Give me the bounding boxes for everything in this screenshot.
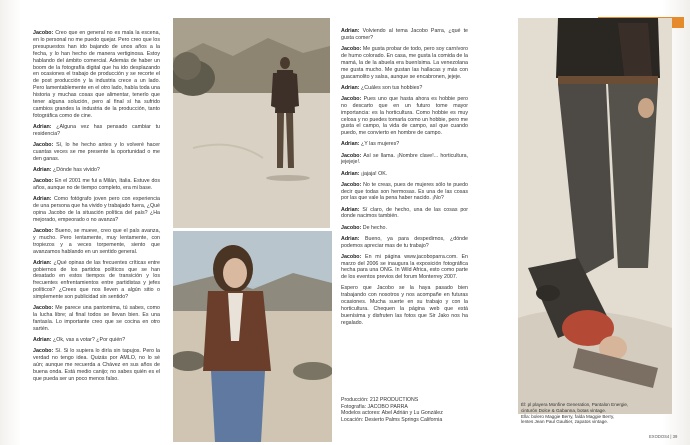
speaker-label: Adrian: xyxy=(341,206,360,213)
paragraph-text: ¿Dónde has vivido? xyxy=(53,166,100,173)
speaker-label: Adrian: xyxy=(341,84,360,91)
interview-paragraph xyxy=(341,207,468,221)
interview-paragraph xyxy=(341,85,468,92)
paragraph-text: Así se llama. ¡Nombre clave!... horticultura, jejejeje!. xyxy=(341,152,468,166)
paragraph-text: ¿Ok, vas a votar? ¿Por quién? xyxy=(53,337,126,344)
interview-column-left xyxy=(33,30,160,387)
speaker-label: Adrian: xyxy=(33,123,52,130)
speaker-label: Adrian: xyxy=(33,259,52,266)
caption-line-1: Él: pl playera Monfine Generation, Pantalon Energie, xyxy=(521,402,629,407)
speaker-label: Jacobo: xyxy=(341,224,362,231)
interview-paragraph xyxy=(341,28,468,42)
speaker-label: Adrian: xyxy=(341,28,360,34)
speaker-label: Jacobo: xyxy=(33,177,54,184)
paragraph-text: Pues uno que hasta ahora es hobbie pero no descarto que en un futuro tome mayor importancia: es la horticultura. Como hobbie es muy celosa y no puedes tomarla como un hobbie, pero me gusta el campo, la vida de campo, así que cuando puedo, me convierto en hombre de campo. xyxy=(341,95,468,137)
interview-paragraph xyxy=(341,254,468,282)
speaker-label: Jacobo: xyxy=(33,305,54,312)
interview-paragraph xyxy=(341,225,468,232)
credit-production: Producción: 212 PRODUCTIONS xyxy=(341,397,419,403)
photo-credits xyxy=(341,397,481,423)
paragraph-text: Volviendo al tema Jacobo Parra, ¿qué te gusta comer? xyxy=(341,28,468,41)
speaker-label: Jacobo: xyxy=(341,152,362,159)
paragraph-text: ¡jajaja! OK. xyxy=(361,170,388,177)
speaker-label: Adrian: xyxy=(33,195,52,202)
paragraph-text: De hecho. xyxy=(362,224,387,231)
speaker-label: Adrian: xyxy=(33,337,52,344)
speaker-label: Jacobo: xyxy=(33,227,54,234)
speaker-label: Adrian: xyxy=(341,235,360,242)
photo-couple-desert xyxy=(518,18,672,414)
interview-paragraph xyxy=(341,153,468,167)
paragraph-text: ¿Y las mujeres? xyxy=(361,141,400,148)
paragraph-text: ¿Cuáles son tus hobbies? xyxy=(361,84,423,91)
paragraph-text: ¿Qué opinas de las frecuentes críticas entre gobiernos de los partidos políticos que se han desatado en estos tiempos de transición y los frecuentes enfrentamientos entre partidistas y jefes políticos? ¿Crees que nos lleven a algún sitio o simplemente son publicidad sin sentido? xyxy=(33,259,160,301)
interview-paragraph xyxy=(33,124,160,138)
paragraph-text: En el 2001 me fui a Milán, Italia. Estuve dos años, aunque no de tiempo completo, era mi base. xyxy=(33,177,160,191)
photo-caption xyxy=(521,402,671,425)
interview-paragraph xyxy=(341,285,468,326)
interview-paragraph xyxy=(33,30,160,120)
credit-photography: Fotografía: JACOBO PARRA xyxy=(341,403,408,410)
paragraph-text: Bueno, se mueve, creo que el país avanza, y mucho. Pero lentamente, muy lentamente, con tropiezos y a veces torpemente, siento que avanzamos hablando en un sentido general. xyxy=(33,227,160,255)
interview-paragraph xyxy=(33,142,160,163)
interview-paragraph xyxy=(341,236,468,250)
paragraph-text: Bueno, ya para despedirnos, ¿dónde podemos apreciar mas de tu trabajo? xyxy=(341,235,468,249)
photo-woman-portrait xyxy=(173,231,332,442)
paragraph-text: Como fotógrafo joven pero con experiencia de una persona que ha vivido y trabajado fuera, ¿Qué opina Jacobo de la situación política del país? ¿Ha mejorado, empeorado o no avanza? xyxy=(33,195,160,223)
caption-line-3: Ella: bolero Maggie Berry, falda Maggie Berry, xyxy=(521,413,615,419)
speaker-label: Jacobo: xyxy=(33,30,54,36)
paragraph-text: ¿Alguna vez has pensado cambiar tu residencia? xyxy=(33,123,160,137)
interview-paragraph xyxy=(341,46,468,81)
speaker-label: Jacobo: xyxy=(341,46,362,52)
credit-location: Locación: Desierto Palms Springs California xyxy=(341,416,443,423)
interview-paragraph xyxy=(341,141,468,148)
paragraph-text: Sí claro, de hecho, una de las cosas por donde nacimos también. xyxy=(341,206,468,220)
speaker-label: Adrian: xyxy=(33,166,52,173)
interview-paragraph xyxy=(341,182,468,203)
speaker-label: Jacobo: xyxy=(341,181,362,188)
paragraph-text: Sí. Si lo supiera lo diría sin tapujos. Pero la verdad no tengo idea. Quizás por AMLO, no lo sé aún; aunque me recuerda a Chávez en sus años de buena onda. Está medio canijo; no sabes quién es el que pueda ser un poco menos falso. xyxy=(33,348,160,382)
paragraph-text: Espero que Jacobo se la haya pasado bien trabajando con nosotros y nos acompañe en futuras ocasiones. Mucha suerte en su trabajo y con la horticultura. Chequen la página web que está buenísima y disfruten las fotos que Sir Jako nos ha regalado. xyxy=(341,285,468,326)
page-number: EXODOS4 | 39 xyxy=(649,434,678,439)
photo-man-walking-desert xyxy=(173,18,330,228)
speaker-label: Jacobo: xyxy=(33,141,54,148)
caption-line-4: lentes Jean Paul Gaultier, zapatos vintage. xyxy=(521,419,609,425)
interview-paragraph xyxy=(341,171,468,178)
interview-paragraph xyxy=(341,96,468,137)
interview-column-right xyxy=(341,28,468,331)
speaker-label: Adrian: xyxy=(341,170,360,177)
interview-paragraph xyxy=(33,260,160,301)
photo-top-illustration xyxy=(173,18,330,228)
credit-models: Modelos actores: Abel Adrián y Lu González xyxy=(341,410,443,417)
caption-line-2: cinturón Dolce & Gabanna, botas vintage. xyxy=(521,407,607,413)
interview-paragraph xyxy=(33,228,160,256)
paragraph-text: Sí, lo he hecho antes y lo volveré hacer cuantas veces se me presente la oportunidad o me den ganas. xyxy=(33,141,160,162)
paragraph-text: En mi página www.jacoboparra.com. En marzo del 2006 se inaugura la exposición fotográfica hecha para una ONG. In Wild Africa, esto como parte de los eventos previos del forum Monterrey 2007. xyxy=(341,253,468,281)
speaker-label: Adrian: xyxy=(341,141,360,148)
speaker-label: Jacobo: xyxy=(341,253,362,260)
paragraph-text: Creo que en general no es mala la escena, en lo personal no me puedo quejar. Pero creo que los presupuestos han ido bajando de unos años a la fecha, y lo han hecho de manera vertiginosa. Estoy hablando del ámbito comercial. Además de haber un boom de la fotografía digital que ha ido desplazando en ocasiones el trabajo de producción y se recorte el de post producción y la industria crece a un lado. Pero lamentablemente en el otro lado, había toda una historia y muchas cosas que alimentar, tenerlo que tener alguna solución, pero al final sí ha sufrido cambios grandes la industria de la producción, tanto fotográfica como de cine. xyxy=(33,30,160,119)
interview-paragraph xyxy=(33,348,160,383)
interview-paragraph xyxy=(33,196,160,224)
interview-paragraph xyxy=(33,305,160,333)
paragraph-text: Me parece una pantomima, tú sabes, como la lucha libre; al final todos se llevan bien. Es una fantasía. Lo importante creo que se cocina en otro sartén. xyxy=(33,305,160,332)
interview-paragraph xyxy=(33,167,160,174)
interview-paragraph xyxy=(33,337,160,344)
speaker-label: Jacobo: xyxy=(341,95,362,102)
paragraph-text: No te creas, pues de mujeres sólo te puedo decir que todas son hermosas. Es una de las cosas por las que vale la pena haber nacido. ¡No? xyxy=(341,181,468,202)
photo-right-illustration xyxy=(518,18,672,414)
speaker-label: Jacobo: xyxy=(33,348,54,355)
paragraph-text: Me gusta probar de todo, pero soy carnívoro de humo colorado. En casa, me gusta la comida de la mamá, la de la abuela era buenísima. La venezolana me gusta mucho. Me gustan las hallacas y más con guacamolito y salsa, aunque se encabronen, jejeje. xyxy=(341,46,468,80)
interview-paragraph xyxy=(33,178,160,192)
photo-bottom-illustration xyxy=(173,231,332,442)
